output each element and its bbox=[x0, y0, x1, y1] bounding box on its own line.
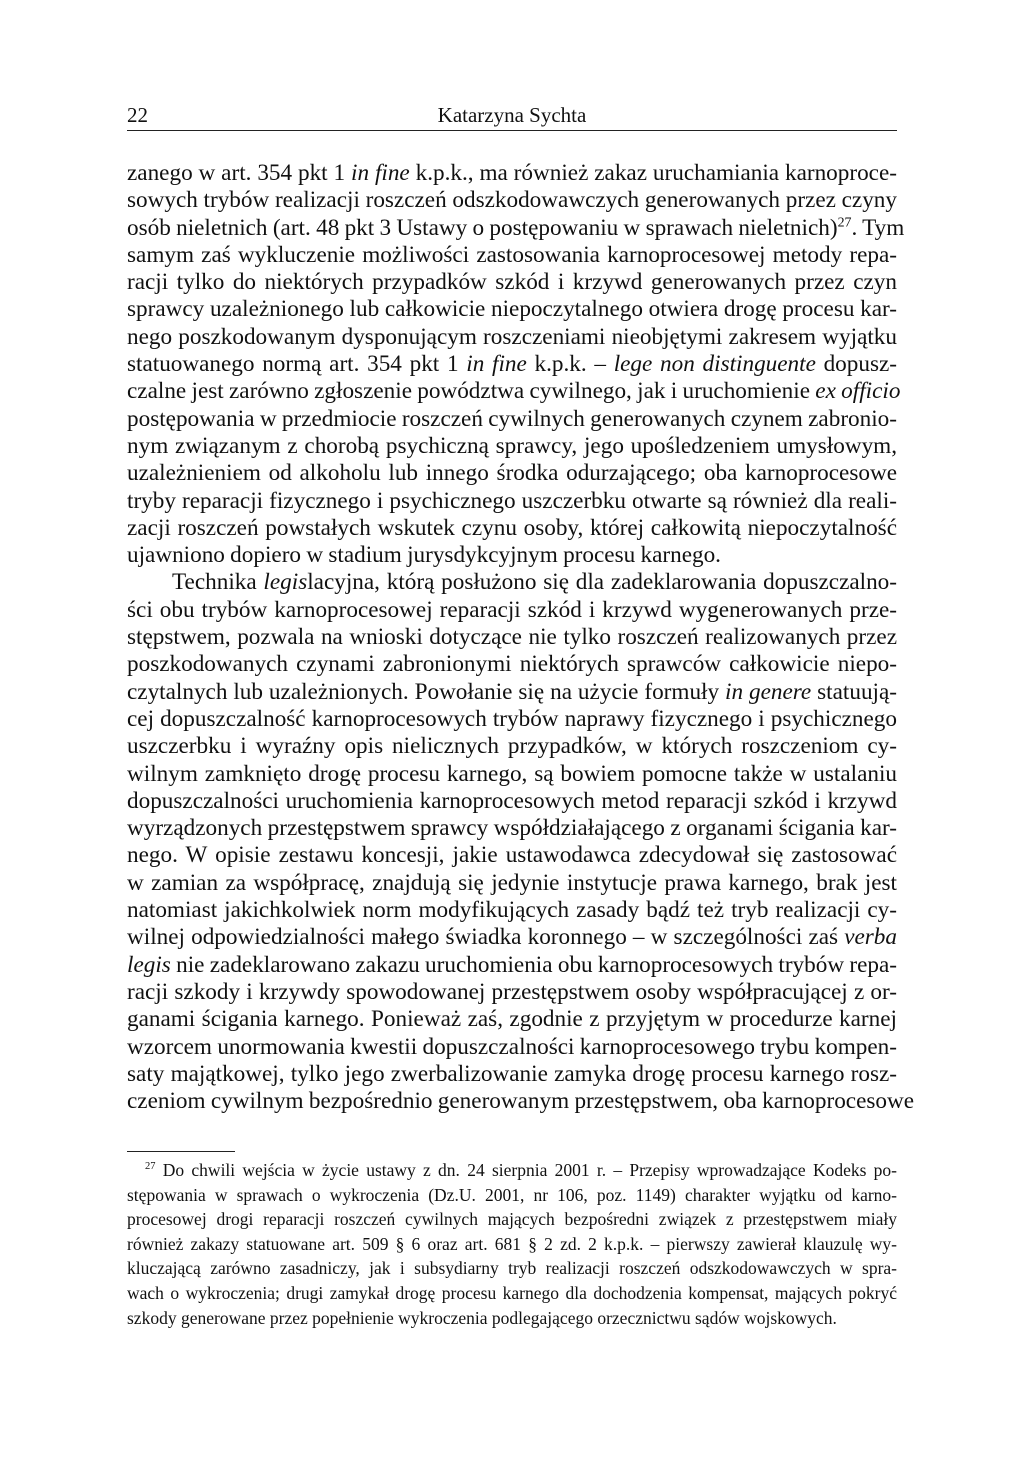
text-line: nym związanym z chorobą psychiczną sprawcy, jego upośledzeniem umysłowym, bbox=[127, 432, 897, 459]
running-header bbox=[127, 100, 897, 131]
text-line: postępowania w przedmiocie roszczeń cywilnych generowanych czynem zabronio- bbox=[127, 405, 897, 432]
text-line: racji szkody i krzywdy spowodowanej przestępstwem osoby współpracującej z or- bbox=[127, 978, 897, 1005]
footnote-line: szkody generowane przez popełnienie wykroczenia podlegającego orzecznictwu sądów wojskowych. bbox=[127, 1307, 837, 1328]
text-line: legis nie zadeklarowano zakazu uruchomienia obu karnoprocesowych trybów repa- bbox=[127, 951, 897, 978]
text-line: nego poszkodowanym dysponującym roszczeniami nieobjętymi zakresem wyjątku bbox=[127, 323, 897, 350]
page-number: 22 bbox=[127, 103, 148, 127]
text-line: Technika legislacyjna, którą posłużono się dla zadeklarowania dopuszczalno- bbox=[172, 569, 897, 596]
text-line: samym zaś wykluczenie możliwości zastosowania karnoprocesowej metody repa- bbox=[127, 241, 897, 268]
running-title-author: Katarzyna Sychta bbox=[437, 103, 587, 127]
footnote-line: stępowania w sprawach o wykroczenia (Dz.U. 2001, nr 106, poz. 1149) charakter wyjątku od karno- bbox=[127, 1184, 897, 1205]
text-line: tryby reparacji fizycznego i psychicznego uszczerbku otwarte są również dla reali- bbox=[127, 487, 897, 514]
text-line: ści obu trybów karnoprocesowej reparacji szkód i krzywd wygenerowanych prze- bbox=[127, 596, 897, 623]
text-line: saty majątkowej, tylko jego zwerbalizowanie zamyka drogę procesu karnego rosz- bbox=[127, 1060, 897, 1087]
text-line: wilnej odpowiedzialności małego świadka koronnego – w szczególności zaś verba bbox=[127, 924, 897, 951]
text-line: stępstwem, pozwala na wnioski dotyczące nie tylko roszczeń realizowanych przez bbox=[127, 624, 897, 651]
text-line: czalne jest zarówno zgłoszenie powództwa cywilnego, jak i uruchomienie ex officio bbox=[127, 378, 901, 405]
footnote-line: $^{27}$ Do chwili wejścia w życie ustawy z dn. 24 sierpnia 2001 r. – Przepisy wprowadzające Kodeks po- bbox=[145, 1160, 898, 1180]
text-line: statuowanego normą art. 354 pkt 1 in fine k.p.k. – lege non distinguente dopusz- bbox=[127, 351, 897, 378]
text-line: uszczerbku i wyraźny opis nielicznych przypadków, w których roszczeniom cy- bbox=[127, 733, 897, 760]
text-line: w zamian za współpracę, znajdują się jedynie instytucje prawa karnego, brak jest bbox=[127, 869, 897, 896]
footnotes bbox=[127, 1158, 897, 1330]
text-line: sowych trybów realizacji roszczeń odszkodowawczych generowanych przez czyny bbox=[127, 187, 897, 214]
text-line: cej dopuszczalność karnoprocesowych trybów naprawy fizycznego i psychicznego bbox=[127, 705, 897, 732]
footnote-line: również zakazy statuowane art. 509 § 6 oraz art. 681 § 2 zd. 2 k.p.k. – pierwszy zawierał klauzulę wy- bbox=[127, 1233, 897, 1254]
text-line: poszkodowanych czynami zabronionymi niektórych sprawców całkowicie niepo- bbox=[127, 651, 897, 678]
text-line: czeniom cywilnym bezpośrednio generowanym przestępstwem, oba karnoprocesowe bbox=[127, 1088, 915, 1115]
text-line: wzorcem unormowania kwestii dopuszczalności karnoprocesowego trybu kompen- bbox=[127, 1033, 897, 1060]
footnote-line: wach o wykroczenia; drugi zamykał drogę procesu karnego dla dochodzenia kompensat, mających pokryć bbox=[127, 1282, 897, 1303]
text-line: wilnym zamknięto drogę procesu karnego, są bowiem pomocne także w ustalaniu bbox=[127, 760, 897, 787]
footnote-separator bbox=[127, 1151, 235, 1152]
text-line: uzależnieniem od alkoholu lub innego środka odurzającego; oba karnoprocesowe bbox=[127, 460, 897, 487]
text-line: racji tylko do niektórych przypadków szkód i krzywd generowanych przez czyn bbox=[127, 269, 897, 296]
footnote-number: 27 bbox=[145, 1161, 156, 1173]
text-line: czytalnych lub uzależnionych. Powołanie się na użycie formuły in genere statuują- bbox=[127, 678, 898, 705]
text-line: natomiast jakichkolwiek norm modyfikujących zasady bądź też tryb realizacji cy- bbox=[127, 897, 897, 924]
text-line: osób nieletnich (art. 48 pkt 3 Ustawy o postępowaniu w sprawach nieletnich)$^{27}$. Tym bbox=[127, 214, 905, 241]
text-line: zanego w art. 354 pkt 1 in fine k.p.k., ma również zakaz uruchamiania karnoproce- bbox=[127, 160, 897, 186]
text-line: wyrządzonych przestępstwem sprawcy współdziałającego z organami ścigania kar- bbox=[127, 815, 897, 842]
text-line: zacji roszczeń powstałych wskutek czynu osoby, której całkowitą niepoczytalność bbox=[127, 514, 897, 541]
footnote-line: kluczającą zarówno zasadniczy, jak i subsydiarny tryb realizacji roszczeń odszkodowawczych w spra- bbox=[127, 1258, 897, 1279]
text-line: dopuszczalności uruchomienia karnoprocesowych metod reparacji szkód i krzywd bbox=[127, 787, 897, 814]
main-text bbox=[127, 160, 915, 1115]
footnote-reference[interactable]: 27 bbox=[837, 214, 852, 230]
text-line: ganami ścigania karnego. Ponieważ zaś, zgodnie z przyjętym w procedurze karnej bbox=[127, 1006, 897, 1033]
text-line: ujawniono dopiero w stadium jurysdykcyjnym procesu karnego. bbox=[127, 542, 721, 569]
text-line: sprawcy uzależnionego lub całkowicie niepoczytalnego otwiera drogę procesu kar- bbox=[127, 296, 897, 323]
footnote-line: procesowej drogi reparacji roszczeń cywilnych mających bezpośredni związek z przestępstwem miały bbox=[127, 1209, 897, 1230]
text-line: nego. W opisie zestawu koncesji, jakie ustawodawca zdecydował się zastosować bbox=[127, 842, 897, 869]
